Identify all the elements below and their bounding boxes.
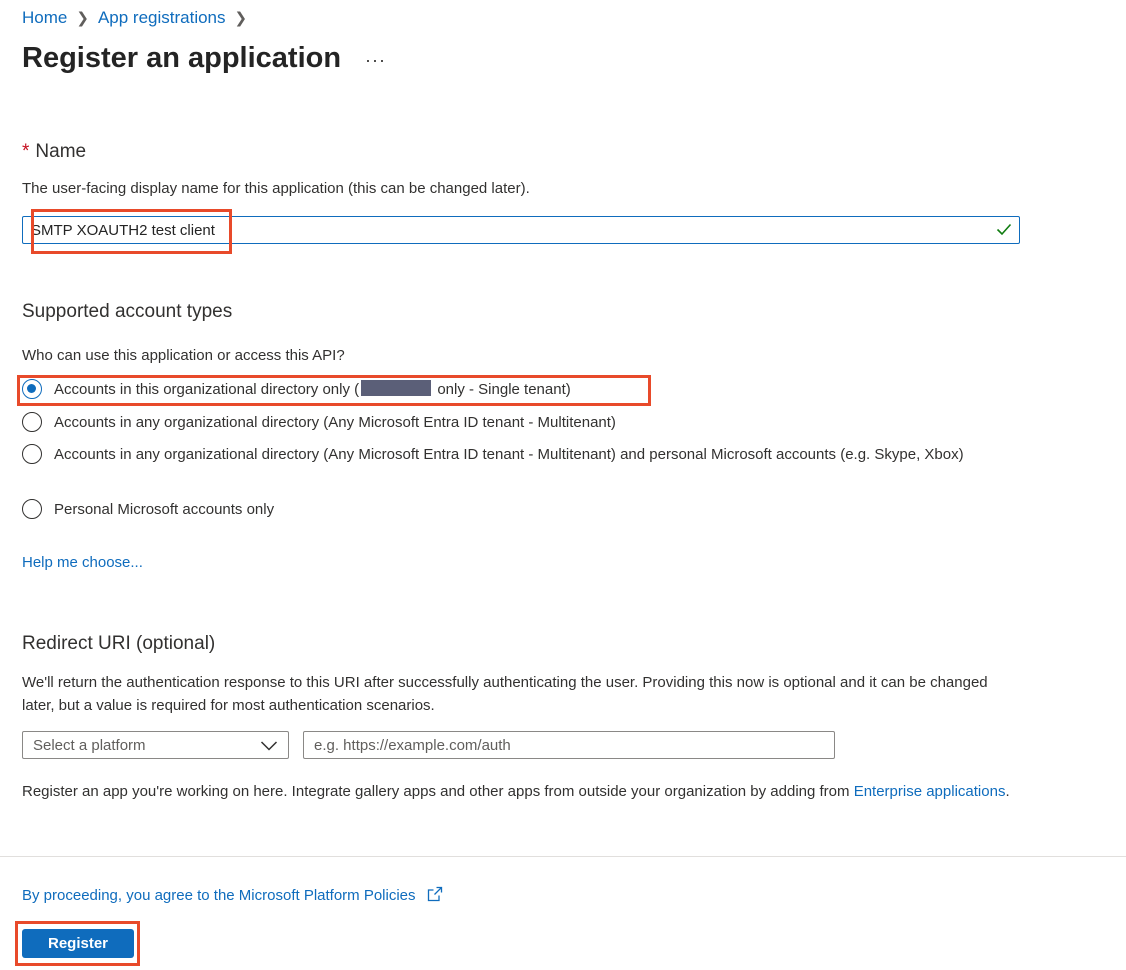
chevron-right-icon: ❯ [234,10,248,27]
account-type-label: Accounts in this organizational directory only ( only - Single tenant) [54,381,571,398]
radio-button-selected[interactable] [22,379,42,399]
account-types-question: Who can use this application or access this API? [22,347,345,364]
external-link-icon[interactable] [427,886,443,902]
redirect-uri-title: Redirect URI (optional) [22,633,216,654]
radio-button[interactable] [22,412,42,432]
radio-button[interactable] [22,444,42,464]
platform-policies-link[interactable]: By proceeding, you agree to the Microsoft Platform Policies [22,887,416,904]
enterprise-applications-link[interactable]: Enterprise applications [853,783,1006,800]
chevron-right-icon: ❯ [76,10,89,27]
policy-link-row [22,886,443,904]
register-note: Register an app you're working on here. Integrate gallery apps and other apps from outside your organization by adding from Enterprise applications. [22,783,1010,800]
redirect-uri-input[interactable] [303,731,835,759]
account-type-label: Accounts in any organizational directory (Any Microsoft Entra ID tenant - Multitenant) [54,414,616,431]
page-title: Register an application [22,42,342,74]
account-types-title: Supported account types [22,301,233,322]
platform-select-value: Select a platform [33,737,146,754]
account-type-option-multitenant-personal[interactable] [22,444,1012,466]
account-type-option-single-tenant[interactable] [22,379,1002,401]
name-field [22,216,1020,244]
account-type-label: Accounts in any organizational directory (Any Microsoft Entra ID tenant - Multitenant) and personal Microsoft accounts (e.g. Skype, Xbox) [54,446,964,463]
radio-button[interactable] [22,499,42,519]
name-description: The user-facing display name for this application (this can be changed later). [22,180,530,197]
register-button[interactable]: Register [22,929,134,958]
breadcrumb-app-registrations-link[interactable]: App registrations [97,8,226,27]
name-input[interactable] [31,219,981,241]
footer-divider [0,856,1126,857]
account-type-label: Personal Microsoft accounts only [54,501,275,518]
breadcrumb-home-link[interactable]: Home [22,8,68,27]
name-section-title [22,141,86,163]
chevron-down-icon [260,740,278,752]
account-type-option-multitenant[interactable] [22,412,1002,434]
check-icon [995,220,1013,238]
redacted-tenant-name [361,380,431,396]
more-icon[interactable]: ··· [365,50,386,70]
required-marker: * [22,141,30,162]
platform-select[interactable] [22,731,289,759]
breadcrumb [22,8,256,28]
name-label: Name [35,141,87,162]
redirect-uri-description: We'll return the authentication response to this URI after successfully authenticating the user. Providing this now is optional and it can be changed later, but a value is required for most authentication scenarios. [22,674,988,714]
account-type-option-personal[interactable] [22,499,1002,521]
help-me-choose-link[interactable]: Help me choose... [22,554,143,571]
